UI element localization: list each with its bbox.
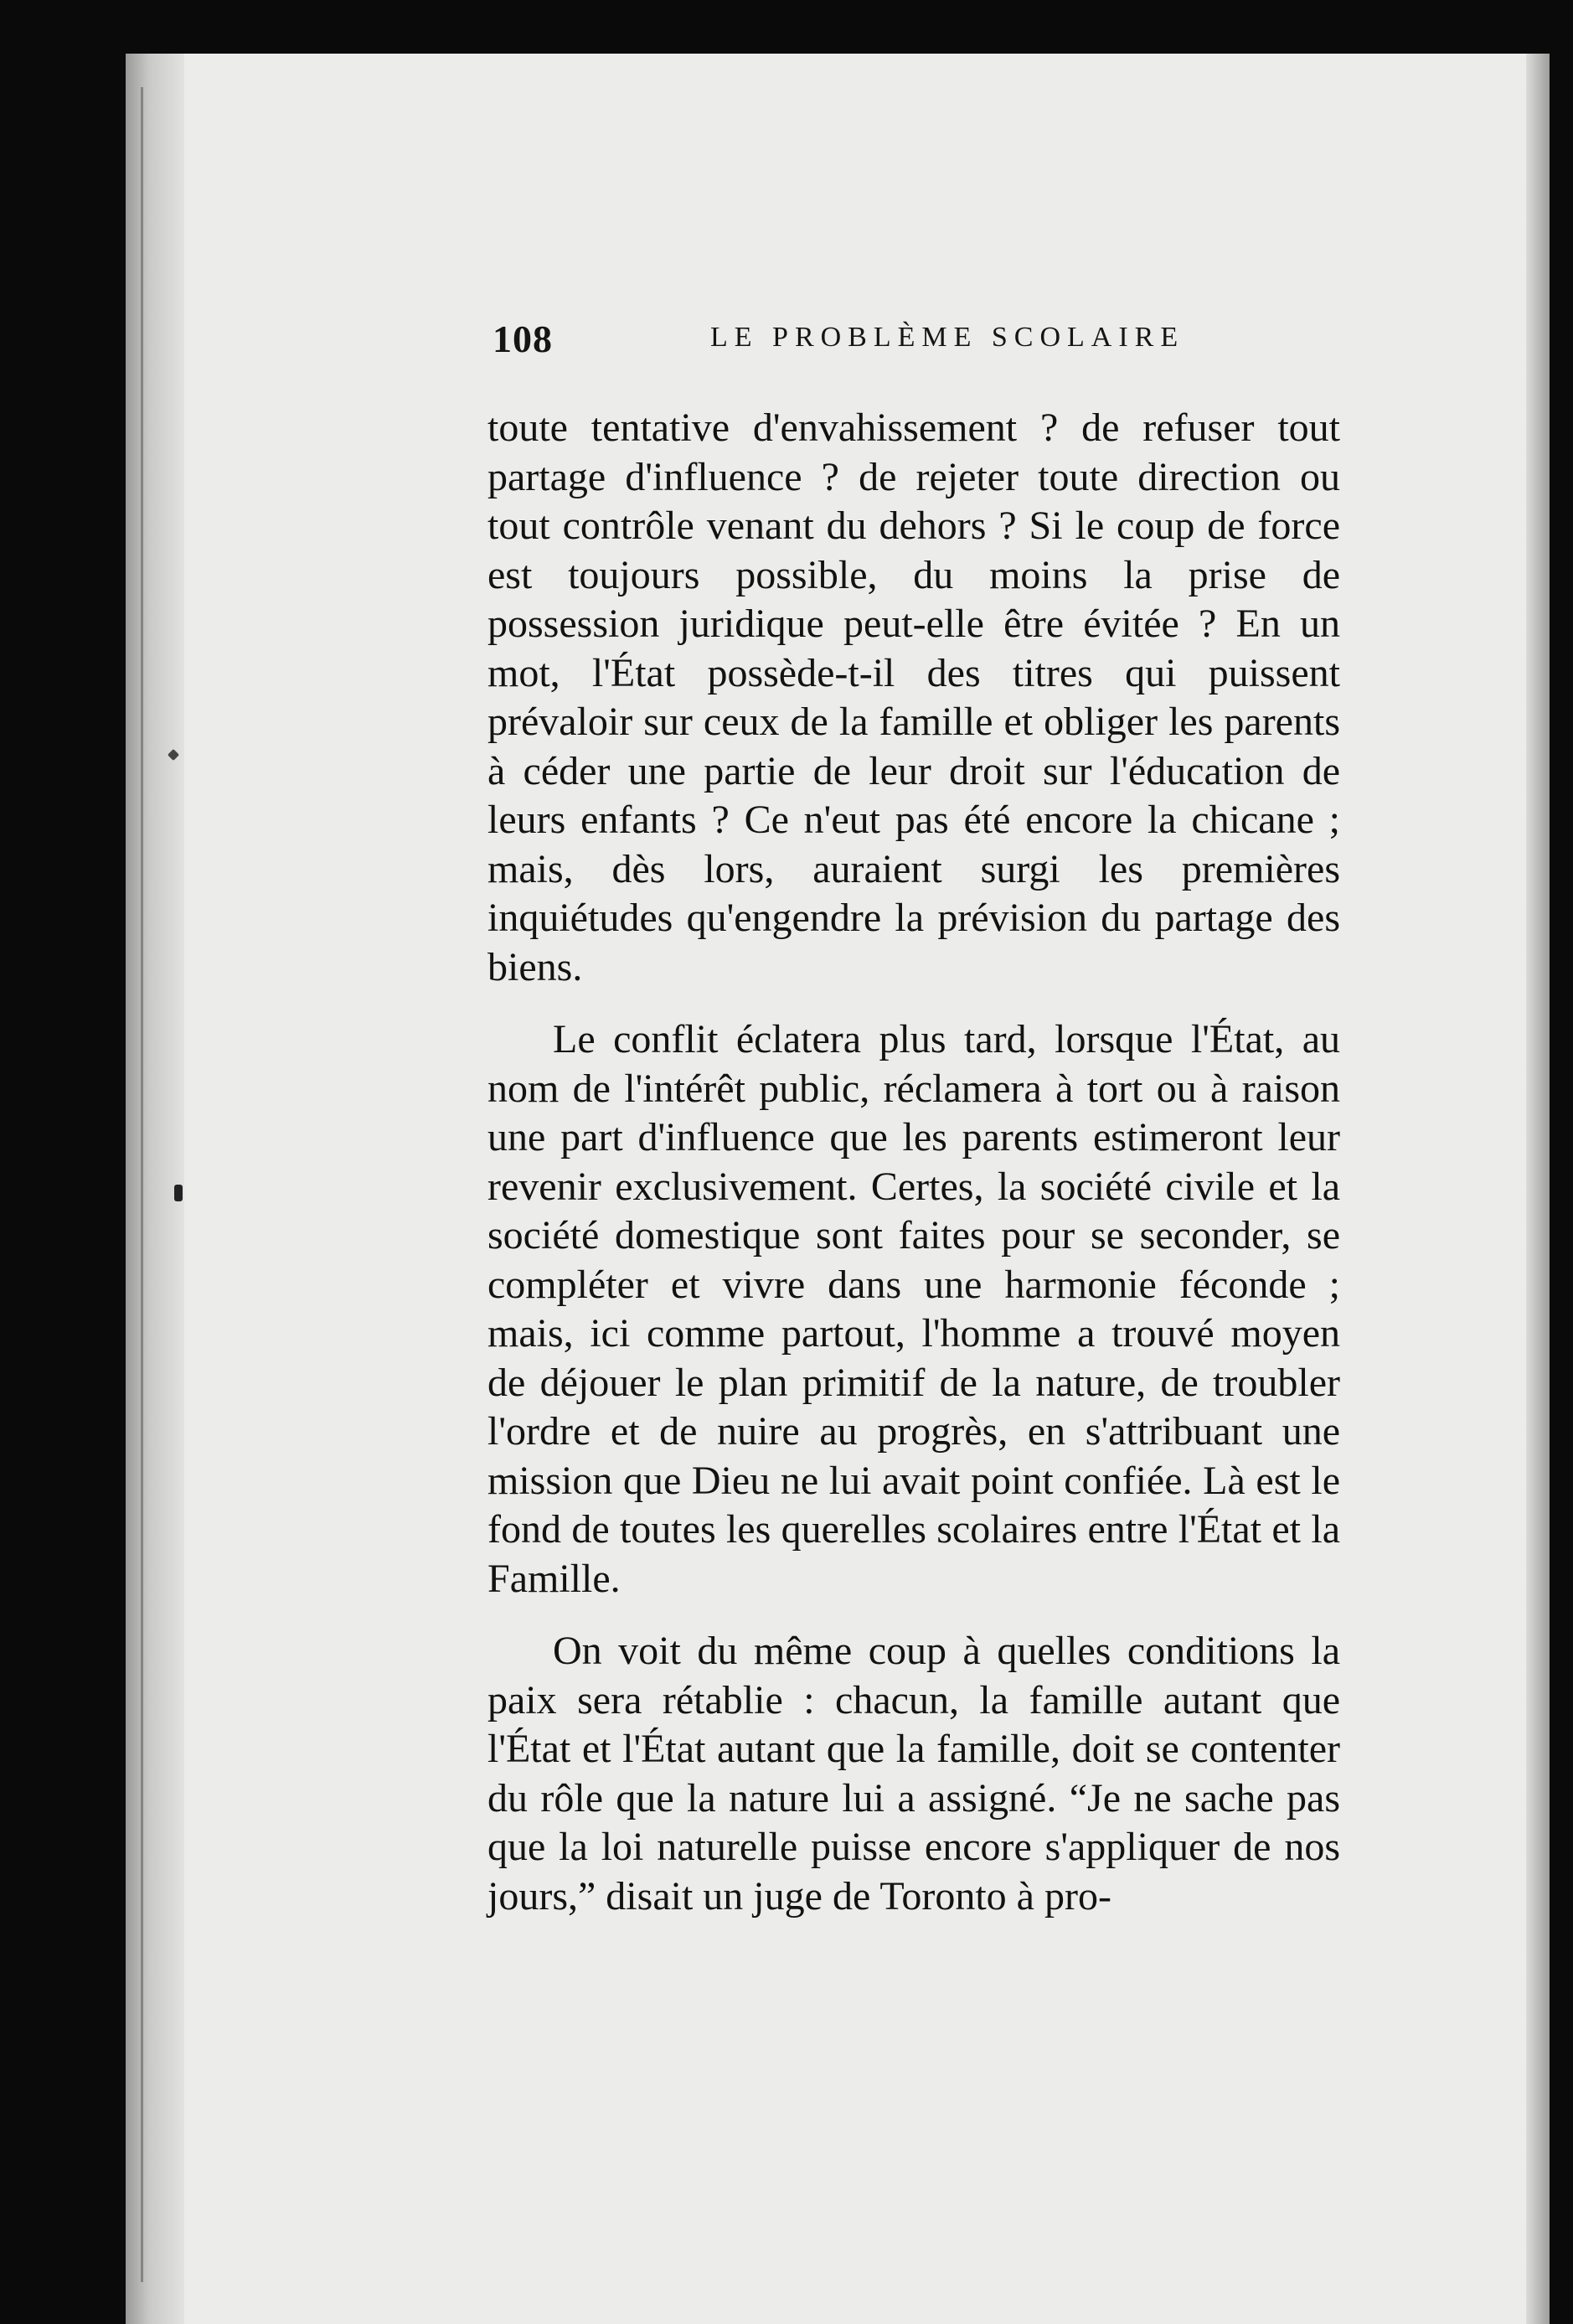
body-text [487, 404, 1340, 1921]
paragraph: On voit du même coup à quelles conditions la paix sera rétablie : chacun, la famille autant que l'État et l'État autant que la famille, doit se contenter du rôle que la nature lui a assigné. “Je ne sache pas que la loi naturelle puisse encore s'appliquer de nos jours,” disait un juge de Toronto à pro- [487, 1629, 1340, 1919]
running-head [493, 313, 1337, 372]
paragraph: Le conflit éclatera plus tard, lorsque l'État, au nom de l'intérêt public, réclamera à tort ou à raison une part d'influence que les parents estimeront leur revenir exclusivement. Certes, la société civile et la société domestique sont faites pour se seconder, se compléter et vivre dans une harmonie féconde ; mais, ici comme partout, l'homme a trouvé moyen de déjouer le plan primitif de la nature, de troubler l'ordre et de nuire au progrès, en s'attribuant une mission que Dieu ne lui avait point confiée. Là est le fond de toutes les querelles scolaires entre l'État et la Famille. [487, 1017, 1340, 1601]
book-page [126, 54, 1550, 2324]
margin-tick [174, 1185, 183, 1201]
paragraph: toute tentative d'envahissement ? de refuser tout partage d'influence ? de rejeter toute direction ou tout contrôle venant du dehors ? Si le coup de force est toujours possible, du moins la prise de possession juridique peut-elle être évitée ? En un mot, l'État possède-t-il des titres qui puissent prévaloir sur ceux de la famille et obliger les parents à céder une partie de leur droit sur l'éducation de leurs enfants ? Ce n'eut pas été encore la chicane ; mais, dès lors, auraient surgi les premières inquiétudes qu'engendre la prévision du partage des biens. [487, 405, 1340, 989]
page-number: 108 [493, 318, 553, 360]
page-right-edge [1526, 54, 1550, 2324]
gutter-shadow-line [141, 87, 143, 2282]
running-title: LE PROBLÈME SCOLAIRE [710, 322, 1185, 353]
